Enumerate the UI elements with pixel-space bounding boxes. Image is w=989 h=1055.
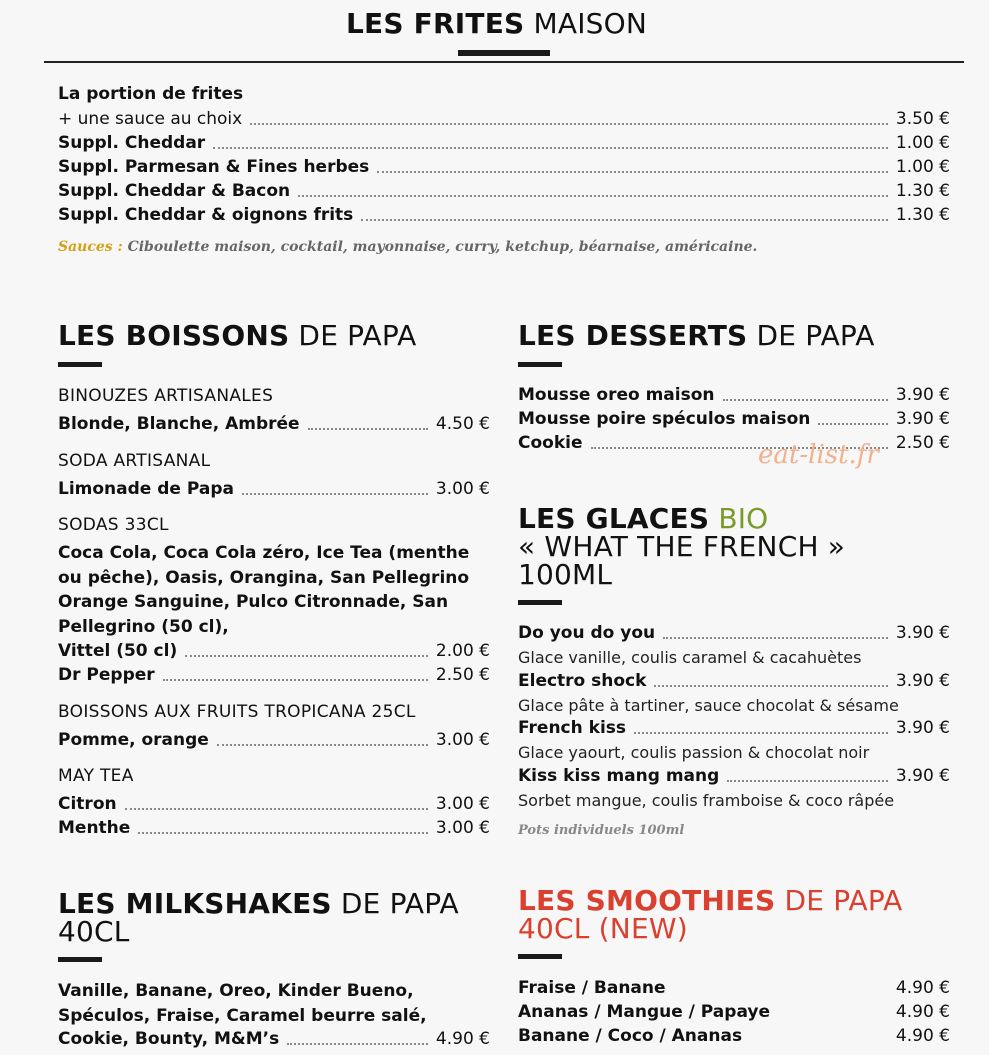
milkshakes-title-line2 — [58, 915, 130, 948]
glaces-title-line2 — [518, 530, 846, 563]
frites-title-underline — [458, 50, 550, 56]
dot-leader — [674, 992, 888, 994]
dot-leader — [242, 493, 428, 495]
frites-item-bacon — [58, 179, 950, 203]
frites-title — [346, 7, 648, 40]
item-price: 2.50 € — [435, 665, 490, 685]
glaces-item-kisskiss — [518, 764, 950, 788]
item-name: Pomme, orange — [58, 730, 209, 750]
glaces-item-frenchkiss — [518, 716, 950, 740]
glaces-item-doyoudoyou — [518, 621, 950, 645]
glaces-title-bio: BIO — [709, 502, 769, 535]
glaces-title-bold: LES GLACES — [518, 502, 710, 535]
item-name: Blonde, Blanche, Ambrée — [58, 414, 300, 434]
dot-leader — [778, 1016, 888, 1018]
dot-leader — [125, 808, 428, 810]
smoothies-title — [518, 884, 903, 917]
item-name: Limonade de Papa — [58, 479, 234, 499]
item-name: Suppl. Parmesan & Fines herbes — [58, 157, 370, 177]
desserts-title — [518, 319, 875, 352]
dot-leader — [818, 423, 888, 425]
item-price: 3.00 € — [435, 730, 490, 750]
smoothies-volume: 40CL (NEW) — [518, 912, 688, 945]
desserts-title-light: DE PAPA — [747, 319, 875, 352]
watermark: eat-list.fr — [758, 440, 879, 470]
dot-leader — [654, 685, 887, 687]
item-price: 3.90 € — [895, 718, 950, 738]
dot-leader — [217, 744, 428, 746]
item-name: Fraise / Banane — [518, 978, 666, 998]
dot-leader — [377, 171, 888, 173]
dot-leader — [361, 219, 888, 221]
desserts-item-speculos — [518, 407, 950, 431]
item-price: 3.00 € — [435, 479, 490, 499]
item-name: Menthe — [58, 818, 131, 838]
item-name: Suppl. Cheddar & oignons frits — [58, 205, 354, 225]
item-price: 1.30 € — [895, 205, 950, 225]
item-price: 3.90 € — [895, 766, 950, 786]
dot-leader — [750, 1040, 888, 1042]
frites-heading: La portion de frites — [58, 84, 244, 104]
item-name: Do you do you — [518, 623, 656, 643]
item-price: 4.90 € — [895, 1002, 950, 1022]
item-name: Mousse poire spéculos maison — [518, 409, 811, 429]
milkshakes-title-bold: LES MILKSHAKES — [58, 887, 332, 920]
boissons-item-citron — [58, 792, 490, 816]
glaces-desc-kisskiss: Sorbet mangue, coulis framboise & coco râpée — [518, 791, 895, 810]
glaces-item-electroshock — [518, 669, 950, 693]
item-name: Citron — [58, 794, 117, 814]
item-name: Mousse oreo maison — [518, 385, 715, 405]
frites-item-sauce — [58, 107, 950, 131]
sodas-list: Coca Cola, Coca Cola zéro, Ice Tea (menthe ou pêche), Oasis, Orangina, San Pellegrino Orange Sanguine, Pulco Citronnade, San Pellegrino (50 cl), — [58, 543, 470, 637]
smoothies-item-banane — [518, 1024, 950, 1048]
item-price: 4.90 € — [895, 978, 950, 998]
milkshakes-item-last — [58, 1027, 490, 1051]
boissons-item-vittel — [58, 639, 490, 663]
glaces-volume: 100ML — [518, 558, 613, 591]
milkshakes-list: Vanille, Banane, Oreo, Kinder Bueno, Spéculos, Fraise, Caramel beurre salé, — [58, 981, 427, 1026]
item-price: 2.50 € — [895, 433, 950, 453]
glaces-title-underline — [518, 600, 562, 605]
boissons-title-bold: LES BOISSONS — [58, 319, 290, 352]
item-price: 1.00 € — [895, 157, 950, 177]
frites-item-cheddar — [58, 131, 950, 155]
item-name: French kiss — [518, 718, 627, 738]
smoothies-title-light: DE PAPA — [775, 884, 903, 917]
milkshakes-title-light: DE PAPA — [331, 887, 459, 920]
dot-leader — [663, 637, 888, 639]
item-price: 3.00 € — [435, 794, 490, 814]
category-soda-artisanal: SODA ARTISANAL — [58, 451, 211, 471]
item-name: Suppl. Cheddar — [58, 133, 206, 153]
category-binouzes: BINOUZES ARTISANALES — [58, 386, 274, 406]
smoothies-title-line2 — [518, 912, 688, 945]
item-price: 1.00 € — [895, 133, 950, 153]
dot-leader — [634, 732, 888, 734]
glaces-subtitle: « WHAT THE FRENCH » — [518, 530, 846, 563]
desserts-item-oreo — [518, 383, 950, 407]
smoothies-item-fraise — [518, 976, 950, 1000]
glaces-title — [518, 502, 769, 535]
milkshakes-volume: 40CL — [58, 915, 130, 948]
item-price: 2.00 € — [435, 641, 490, 661]
glaces-title-line3 — [518, 558, 613, 591]
glaces-desc-electroshock: Glace pâte à tartiner, sauce chocolat & sésame — [518, 696, 899, 715]
milkshakes-title-underline — [58, 957, 102, 962]
glaces-desc-frenchkiss: Glace yaourt, coulis passion & chocolat noir — [518, 743, 870, 762]
glaces-desc-doyoudoyou: Glace vanille, coulis caramel & cacahuètes — [518, 648, 862, 667]
category-may-tea: MAY TEA — [58, 766, 134, 786]
boissons-title-underline — [58, 362, 102, 367]
sauces-label: Sauces : — [58, 239, 123, 255]
item-price: 3.90 € — [895, 671, 950, 691]
smoothies-item-ananas — [518, 1000, 950, 1024]
frites-title-bold: LES FRITES — [346, 7, 525, 40]
frites-divider — [44, 61, 964, 63]
item-name: Cookie — [518, 433, 583, 453]
desserts-item-cookie — [518, 431, 950, 455]
sauces-text: Ciboulette maison, cocktail, mayonnaise, curry, ketchup, béarnaise, américaine. — [122, 239, 758, 255]
item-name: Banane / Coco / Ananas — [518, 1026, 743, 1046]
dot-leader — [213, 147, 888, 149]
item-name: Suppl. Cheddar & Bacon — [58, 181, 291, 201]
dot-leader — [163, 679, 428, 681]
desserts-title-underline — [518, 362, 562, 367]
category-sodas: SODAS 33CL — [58, 515, 169, 535]
smoothies-title-underline — [518, 954, 562, 959]
dot-leader — [250, 123, 888, 125]
item-price: 4.90 € — [895, 1026, 950, 1046]
item-price: 4.50 € — [435, 414, 490, 434]
dot-leader — [727, 780, 888, 782]
boissons-item-blonde — [58, 412, 490, 436]
boissons-title — [58, 319, 417, 352]
item-name: Vittel (50 cl) — [58, 641, 178, 661]
dot-leader — [298, 195, 888, 197]
boissons-item-menthe — [58, 816, 490, 840]
boissons-item-drpepper — [58, 663, 490, 687]
milkshakes-title — [58, 887, 459, 920]
boissons-title-light: DE PAPA — [289, 319, 417, 352]
item-name: Cookie, Bounty, M&M’s — [58, 1029, 280, 1049]
dot-leader — [287, 1043, 428, 1045]
dot-leader — [138, 832, 428, 834]
frites-item-oignons — [58, 203, 950, 227]
frites-title-light: MAISON — [524, 7, 648, 40]
desserts-title-bold: LES DESSERTS — [518, 319, 748, 352]
item-name: Electro shock — [518, 671, 647, 691]
smoothies-title-bold: LES SMOOTHIES — [518, 884, 776, 917]
item-price: 3.90 € — [895, 623, 950, 643]
glaces-note: Pots individuels 100ml — [518, 823, 685, 838]
item-name: + une sauce au choix — [58, 109, 243, 129]
item-price: 1.30 € — [895, 181, 950, 201]
category-tropicana: BOISSONS AUX FRUITS TROPICANA 25CL — [58, 702, 416, 722]
item-price: 3.00 € — [435, 818, 490, 838]
dot-leader — [723, 399, 888, 401]
boissons-item-pomme-orange — [58, 728, 490, 752]
dot-leader — [308, 428, 428, 430]
sauces-note — [58, 239, 757, 255]
item-price: 3.50 € — [895, 109, 950, 129]
frites-item-parmesan — [58, 155, 950, 179]
boissons-item-limonade — [58, 477, 490, 501]
dot-leader — [185, 655, 428, 657]
item-name: Ananas / Mangue / Papaye — [518, 1002, 771, 1022]
item-price: 4.90 € — [435, 1029, 490, 1049]
item-price: 3.90 € — [895, 409, 950, 429]
item-name: Dr Pepper — [58, 665, 155, 685]
item-name: Kiss kiss mang mang — [518, 766, 720, 786]
item-price: 3.90 € — [895, 385, 950, 405]
